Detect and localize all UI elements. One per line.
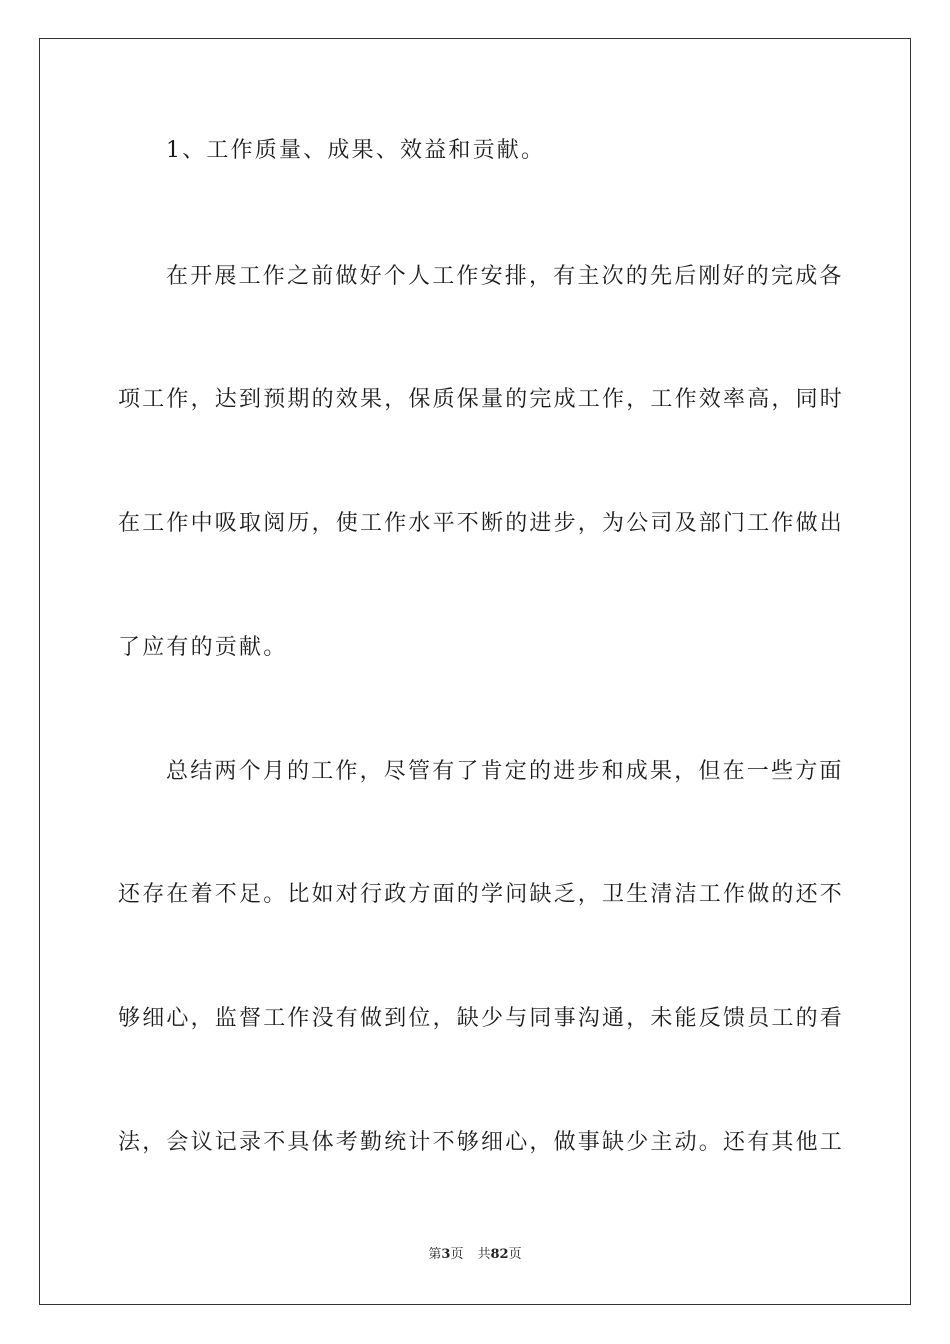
paragraph-line: 在开展工作之前做好个人工作安排，有主次的先后刚好的完成各 [166,264,844,289]
total-pages: 82 [490,1247,509,1262]
total-prefix: 共 [477,1247,491,1262]
paragraph-line: 够细心，监督工作没有做到位，缺少与同事沟通，未能反馈员工的看 [118,1006,845,1031]
page-suffix: 页 [450,1247,464,1262]
paragraph-line: 法，会议记录不具体考勤统计不够细心，做事缺少主动。还有其他工 [118,1130,845,1155]
heading-item-1: 1、工作质量、成果、效益和贡献。 [166,138,546,163]
paragraph-line: 了应有的贡献。 [118,635,288,660]
page-border [39,38,911,1305]
page-prefix: 第 [428,1247,442,1262]
total-suffix: 页 [508,1247,522,1262]
paragraph-line: 总结两个月的工作，尽管有了肯定的进步和成果，但在一些方面 [166,759,844,784]
paragraph-line: 项工作，达到预期的效果，保质保量的完成工作，工作效率高，同时 [118,387,845,412]
page-footer [0,1246,950,1264]
paragraph-line: 还存在着不足。比如对行政方面的学问缺乏，卫生清洁工作做的还不 [118,882,845,907]
page-number: 3 [441,1247,451,1262]
paragraph-line: 在工作中吸取阅历，使工作水平不断的进步，为公司及部门工作做出 [118,511,845,536]
